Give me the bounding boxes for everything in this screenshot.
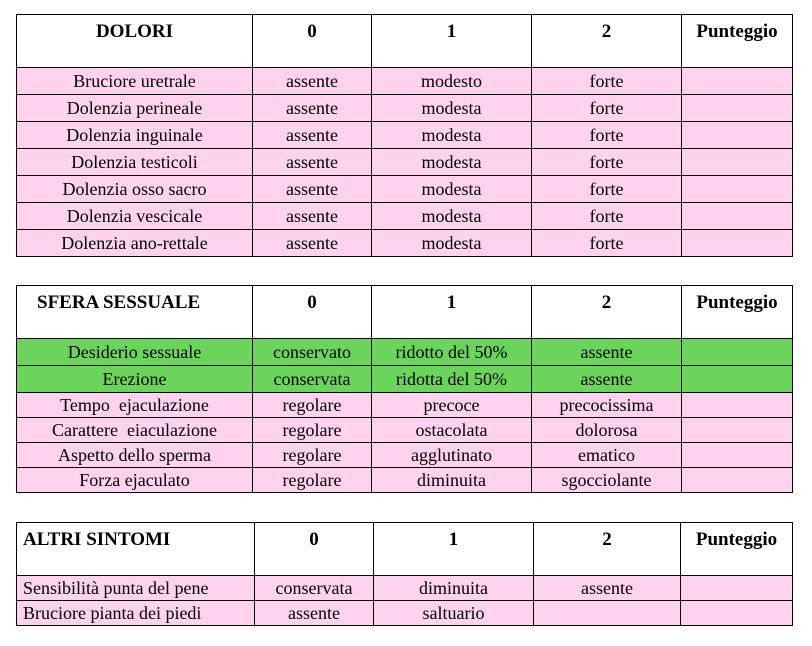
table-row [17, 418, 793, 443]
header-cell: DOLORI [17, 15, 253, 68]
score-1-cell: precoce [372, 393, 532, 418]
score-2-cell: assente [534, 576, 681, 601]
punteggio-cell[interactable] [682, 203, 793, 230]
header-cell: SFERA SESSUALE [17, 286, 253, 339]
table-row [17, 122, 793, 149]
score-1-cell: modesta [372, 149, 532, 176]
table-row [17, 601, 793, 626]
table-row [17, 393, 793, 418]
score-2-cell: forte [532, 176, 682, 203]
dolori-table [16, 14, 793, 257]
table-header-row [17, 15, 793, 68]
score-0-cell: regolare [253, 443, 372, 468]
score-2-cell: forte [532, 122, 682, 149]
punteggio-cell[interactable] [682, 366, 793, 393]
symptom-cell: Forza ejaculato [17, 468, 253, 493]
score-0-cell: assente [253, 230, 372, 257]
sfera-sessuale-table [16, 285, 793, 493]
score-0-cell: assente [253, 203, 372, 230]
score-1-cell: saltuario [374, 601, 534, 626]
punteggio-cell[interactable] [682, 418, 793, 443]
score-1-cell: modesta [372, 230, 532, 257]
punteggio-cell[interactable] [682, 95, 793, 122]
score-1-cell: ridotta del 50% [372, 366, 532, 393]
punteggio-cell[interactable] [681, 601, 793, 626]
score-1-cell: modesta [372, 95, 532, 122]
table-row [17, 468, 793, 493]
header-cell: Punteggio [682, 286, 793, 339]
punteggio-cell[interactable] [682, 393, 793, 418]
punteggio-cell[interactable] [682, 339, 793, 366]
header-cell: 0 [255, 523, 374, 576]
score-2-cell: forte [532, 230, 682, 257]
score-2-cell: forte [532, 149, 682, 176]
score-1-cell: modesta [372, 203, 532, 230]
score-1-cell: agglutinato [372, 443, 532, 468]
score-0-cell: assente [253, 149, 372, 176]
score-2-cell: forte [532, 203, 682, 230]
symptom-cell: Dolenzia ano-rettale [17, 230, 253, 257]
symptom-cell: Desiderio sessuale [17, 339, 253, 366]
table-row [17, 203, 793, 230]
punteggio-cell[interactable] [682, 176, 793, 203]
symptom-cell: Dolenzia vescicale [17, 203, 253, 230]
score-0-cell: assente [253, 68, 372, 95]
punteggio-cell[interactable] [682, 230, 793, 257]
score-2-cell: assente [532, 366, 682, 393]
symptom-cell: Dolenzia osso sacro [17, 176, 253, 203]
table-row [17, 68, 793, 95]
table-row [17, 176, 793, 203]
score-2-cell: ematico [532, 443, 682, 468]
header-cell: 2 [532, 15, 682, 68]
table-row [17, 366, 793, 393]
header-cell: 2 [534, 523, 681, 576]
symptom-cell: Sensibilità punta del pene [17, 576, 255, 601]
symptom-cell: Erezione [17, 366, 253, 393]
header-cell: ALTRI SINTOMI [17, 523, 255, 576]
score-0-cell: assente [253, 95, 372, 122]
symptom-cell: Bruciore pianta dei piedi [17, 601, 255, 626]
score-1-cell: modesto [372, 68, 532, 95]
punteggio-cell[interactable] [682, 122, 793, 149]
symptom-cell: Aspetto dello sperma [17, 443, 253, 468]
header-cell: 2 [532, 286, 682, 339]
altri-sintomi-table [16, 522, 793, 626]
header-cell: 0 [253, 15, 372, 68]
score-0-cell: assente [255, 601, 374, 626]
table-row [17, 339, 793, 366]
score-1-cell: modesta [372, 176, 532, 203]
score-0-cell: conservata [253, 366, 372, 393]
table-row [17, 149, 793, 176]
score-2-cell: precocissima [532, 393, 682, 418]
header-cell: Punteggio [682, 15, 793, 68]
header-cell: 0 [253, 286, 372, 339]
punteggio-cell[interactable] [682, 468, 793, 493]
score-2-cell: forte [532, 68, 682, 95]
symptom-cell: Bruciore uretrale [17, 68, 253, 95]
punteggio-cell[interactable] [681, 576, 793, 601]
score-0-cell: regolare [253, 468, 372, 493]
header-cell: Punteggio [681, 523, 793, 576]
table-header-row [17, 523, 793, 576]
score-0-cell: conservato [253, 339, 372, 366]
punteggio-cell[interactable] [682, 443, 793, 468]
score-0-cell: assente [253, 176, 372, 203]
table-row [17, 443, 793, 468]
symptom-cell: Dolenzia inguinale [17, 122, 253, 149]
symptom-cell: Tempo ejaculazione [17, 393, 253, 418]
symptom-cell: Dolenzia testicoli [17, 149, 253, 176]
header-cell: 1 [372, 15, 532, 68]
symptom-cell: Carattere eiaculazione [17, 418, 253, 443]
score-1-cell: diminuita [374, 576, 534, 601]
score-2-cell: dolorosa [532, 418, 682, 443]
score-2-cell: assente [532, 339, 682, 366]
score-1-cell: modesta [372, 122, 532, 149]
score-1-cell: diminuita [372, 468, 532, 493]
header-cell: 1 [372, 286, 532, 339]
score-2-cell: sgocciolante [532, 468, 682, 493]
score-0-cell: assente [253, 122, 372, 149]
score-0-cell: regolare [253, 418, 372, 443]
header-cell: 1 [374, 523, 534, 576]
punteggio-cell[interactable] [682, 149, 793, 176]
table-row [17, 576, 793, 601]
score-0-cell: regolare [253, 393, 372, 418]
score-2-cell: forte [532, 95, 682, 122]
score-1-cell: ridotto del 50% [372, 339, 532, 366]
table-row [17, 95, 793, 122]
score-0-cell: conservata [255, 576, 374, 601]
punteggio-cell[interactable] [682, 68, 793, 95]
score-1-cell: ostacolata [372, 418, 532, 443]
table-row [17, 230, 793, 257]
symptom-cell: Dolenzia perineale [17, 95, 253, 122]
table-header-row [17, 286, 793, 339]
score-2-cell [534, 601, 681, 626]
